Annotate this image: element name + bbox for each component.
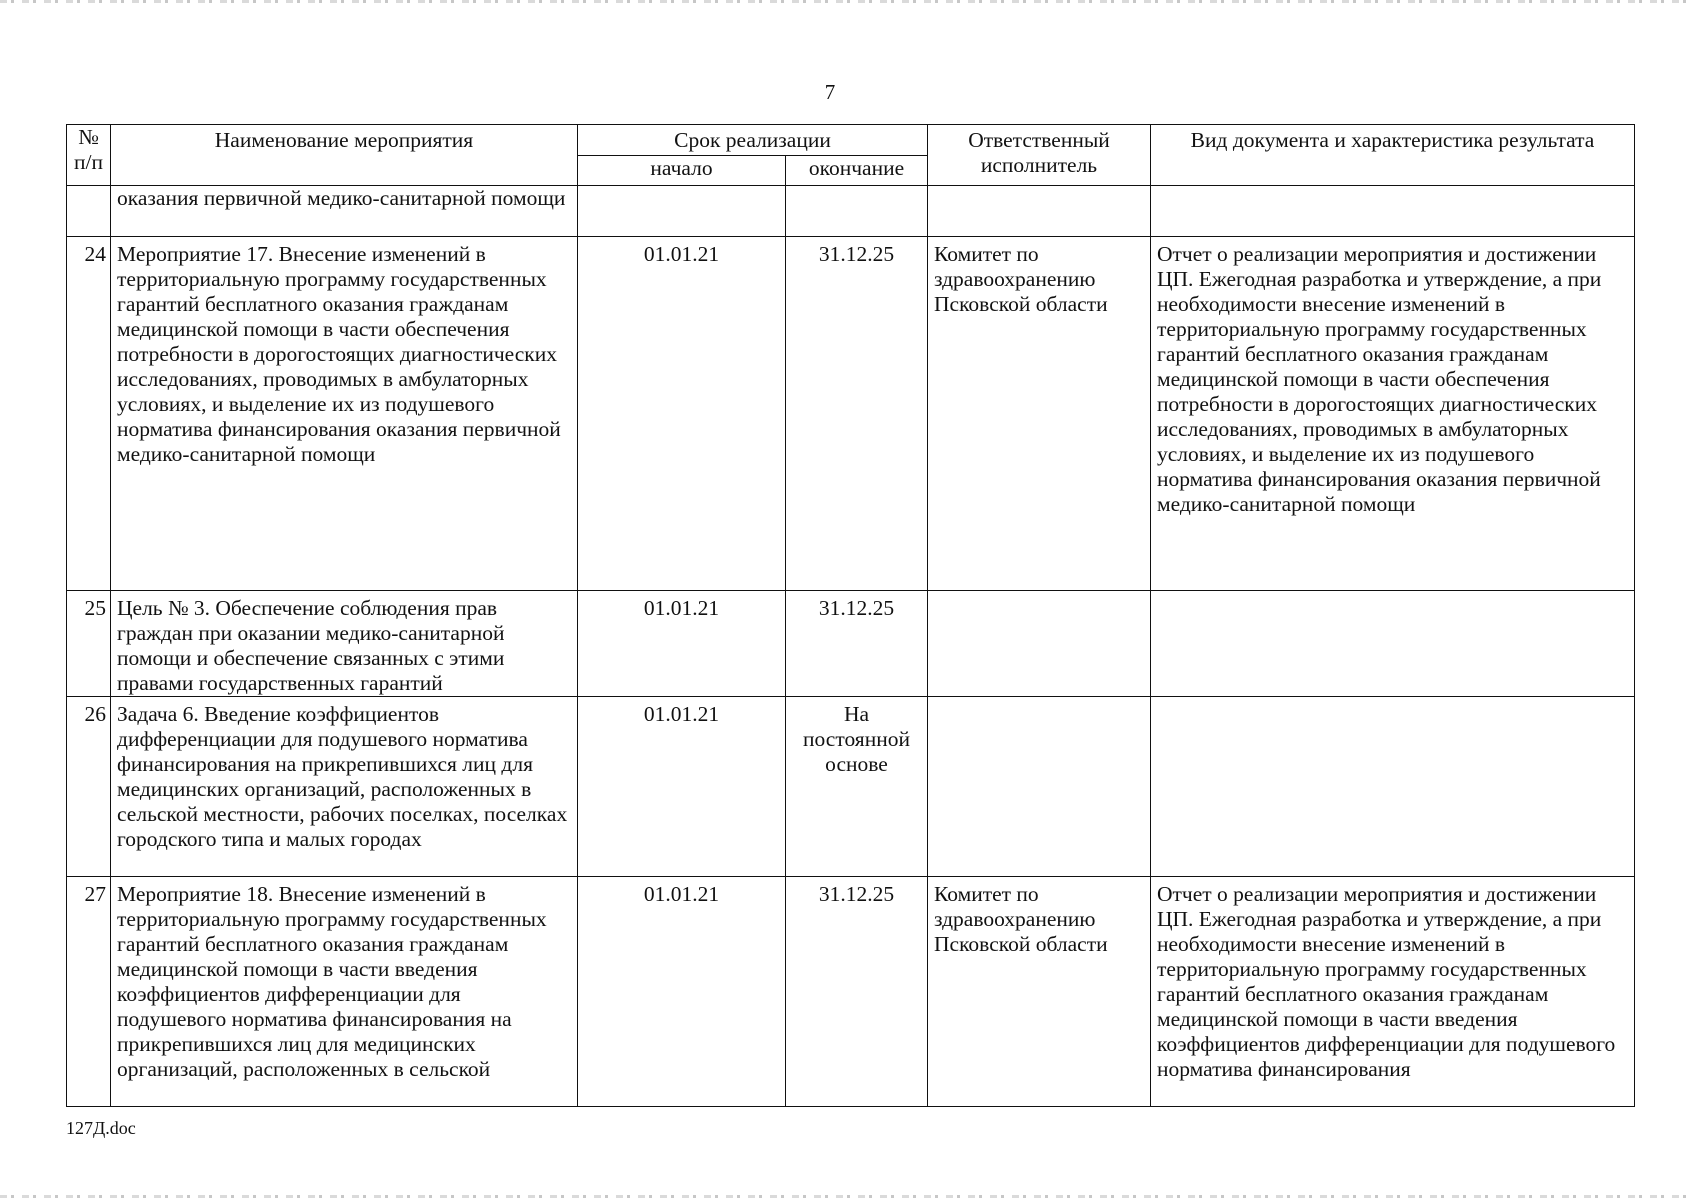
header-name: Наименование мероприятия — [111, 125, 578, 186]
row-name: оказания первичной медико-санитарной помощи — [111, 186, 578, 237]
row-result: Отчет о реализации мероприятия и достижении ЦП. Ежегодная разработка и утверждение, а при необходимости внесение изменений в территориальную программу государственных гарантий бесплатного оказания гражданам медицинской помощи в части обеспечения потребности в дорогостоящих диагностических исследованиях, проводимых в амбулаторных условиях, и выделение их из подушевого норматива финансирования оказания первичной медико-санитарной помощи — [1151, 237, 1635, 591]
table-row — [67, 237, 1635, 591]
row-responsible: Комитет по здравоохранению Псковской области — [928, 877, 1151, 1107]
table-row — [67, 877, 1635, 1107]
row-end: 31.12.25 — [786, 877, 928, 1107]
row-name: Мероприятие 18. Внесение изменений в территориальную программу государственных гарантий бесплатного оказания гражданам медицинской помощи в части введения коэффициентов дифференциации для подушевого норматива финансирования на прикрепившихся лиц для медицинских организаций, расположенных в сельской — [111, 877, 578, 1107]
row-result — [1151, 591, 1635, 697]
row-num: 24 — [67, 237, 111, 591]
row-start: 01.01.21 — [578, 237, 786, 591]
page-number: 7 — [824, 80, 836, 104]
row-num: 25 — [67, 591, 111, 697]
header-result: Вид документа и характеристика результата — [1151, 125, 1635, 186]
row-name: Мероприятие 17. Внесение изменений в территориальную программу государственных гарантий бесплатного оказания гражданам медицинской помощи в части обеспечения потребности в дорогостоящих диагностических исследованиях, проводимых в амбулаторных условиях, и выделение их из подушевого норматива финансирования оказания первичной медико-санитарной помощи — [111, 237, 578, 591]
row-start: 01.01.21 — [578, 877, 786, 1107]
row-responsible — [928, 186, 1151, 237]
header-responsible: Ответственный исполнитель — [928, 125, 1151, 186]
row-responsible: Комитет по здравоохранению Псковской области — [928, 237, 1151, 591]
scan-artifact-top — [0, 0, 1686, 3]
header-end: окончание — [786, 156, 928, 186]
row-end: 31.12.25 — [786, 591, 928, 697]
table-row — [67, 591, 1635, 697]
row-result — [1151, 186, 1635, 237]
table-header — [67, 125, 1635, 186]
row-result — [1151, 697, 1635, 877]
row-num: 27 — [67, 877, 111, 1107]
row-responsible — [928, 697, 1151, 877]
scan-artifact-bottom — [0, 1195, 1686, 1198]
header-period: Срок реализации — [578, 125, 928, 156]
row-num: 26 — [67, 697, 111, 877]
row-start: 01.01.21 — [578, 591, 786, 697]
row-start — [578, 186, 786, 237]
row-start: 01.01.21 — [578, 697, 786, 877]
header-start: начало — [578, 156, 786, 186]
row-end: На постоянной основе — [786, 697, 928, 877]
row-responsible — [928, 591, 1151, 697]
header-num: № п/п — [67, 125, 111, 186]
table-row — [67, 697, 1635, 877]
row-result: Отчет о реализации мероприятия и достижении ЦП. Ежегодная разработка и утверждение, а при необходимости внесение изменений в территориальную программу государственных гарантий бесплатного оказания гражданам медицинской помощи в части введения коэффициентов дифференциации для подушевого норматива финансирования — [1151, 877, 1635, 1107]
activities-table — [66, 124, 1635, 1107]
row-end — [786, 186, 928, 237]
row-name: Цель № 3. Обеспечение соблюдения прав граждан при оказании медико-санитарной помощи и обеспечение связанных с этими правами государственных гарантий — [111, 591, 578, 697]
row-num — [67, 186, 111, 237]
footer-filename: 127Д.doc — [66, 1118, 136, 1138]
table-row — [67, 186, 1635, 237]
row-name: Задача 6. Введение коэффициентов дифференциации для подушевого норматива финансирования на прикрепившихся лиц для медицинских организаций, расположенных в сельской местности, рабочих поселках, поселках городского типа и малых городах — [111, 697, 578, 877]
row-end: 31.12.25 — [786, 237, 928, 591]
